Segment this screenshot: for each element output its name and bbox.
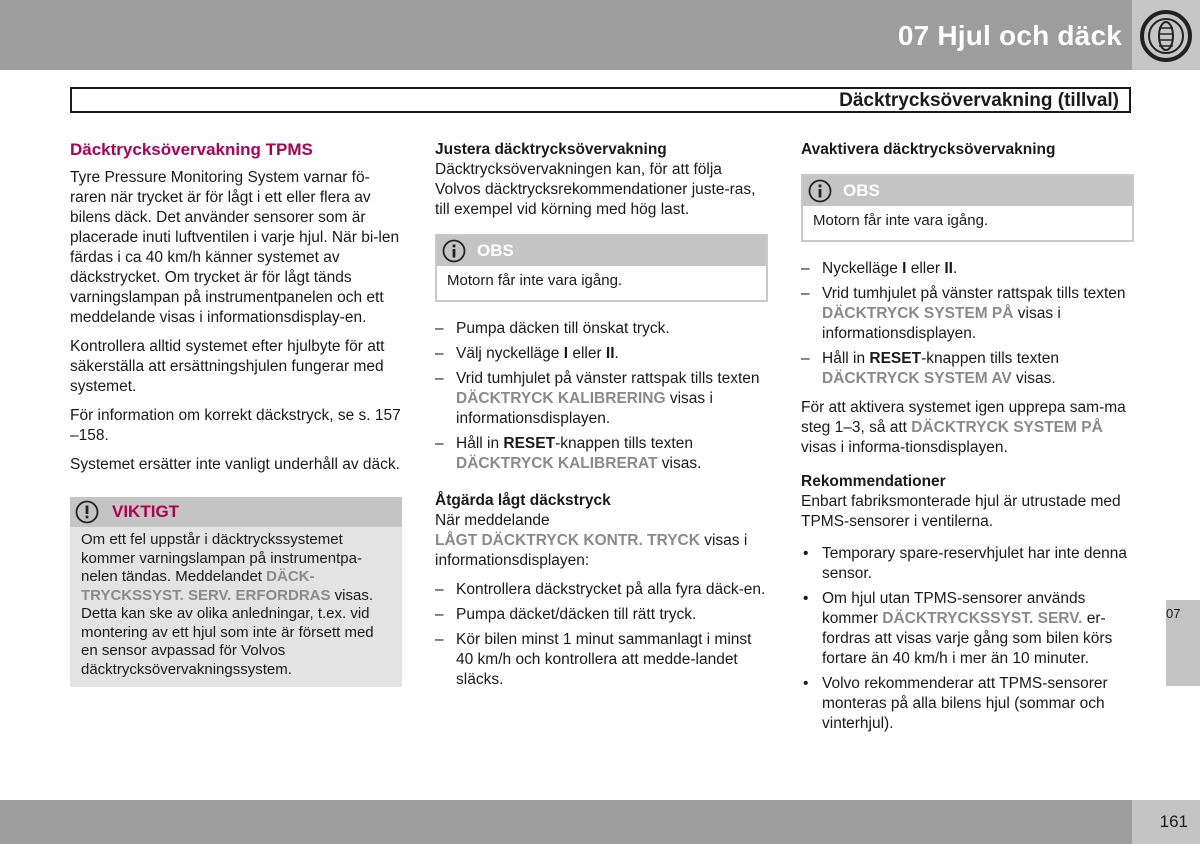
chapter-side-tab bbox=[1166, 600, 1200, 686]
note-text: Motorn får inte vara igång. bbox=[813, 212, 989, 229]
info-icon bbox=[808, 179, 832, 203]
list-item: – Håll in RESET-knappen tills texten DÄCKTRYCK KALIBRERAT visas. bbox=[435, 434, 768, 474]
column-3 bbox=[801, 140, 1134, 743]
list-item: – Kör bilen minst 1 minut sammanlagt i minst 40 km/h och kontrollera att medde-landet släcks. bbox=[435, 630, 768, 690]
list-item: • Volvo rekommenderar att TPMS-sensorer monteras på alla bilens hjul (sommar och vinterhjul). bbox=[801, 674, 1134, 734]
column-1 bbox=[70, 140, 402, 687]
note-box bbox=[801, 174, 1134, 242]
bullet-list bbox=[801, 544, 1134, 734]
list-item: – Välj nyckelläge I eller II. bbox=[435, 344, 768, 364]
steps-list bbox=[435, 319, 768, 474]
low-pressure-heading: Åtgärda lågt däckstryck bbox=[435, 492, 611, 509]
adjust-heading: Justera däcktrycksövervakning bbox=[435, 141, 667, 158]
paragraph: Tyre Pressure Monitoring System varnar fö-raren när trycket är för lågt i ett eller flera av bilens däck. Det använder sensorer som är placerade inuti luftventilen i varje hjul. När bi-len färdas i ca 40 km/h känner systemet av däckstrycket. Om trycket är för lågt tänds varningslampan på instrumentpanelen och ett meddelande visas i informationsdisplay-en. bbox=[70, 169, 400, 326]
steps-list bbox=[435, 580, 768, 690]
note-box bbox=[435, 234, 768, 302]
important-notice bbox=[70, 497, 402, 687]
list-item: – Vrid tumhjulet på vänster rattspak tills texten DÄCKTRYCK KALIBRERING visas i informationsdisplayen. bbox=[435, 369, 768, 429]
recommendations-heading: Rekommendationer bbox=[801, 473, 946, 490]
message-code: DÄCKTRYCK SYSTEM PÅ bbox=[822, 305, 1014, 322]
column-2 bbox=[435, 140, 768, 699]
important-text-part: visas. Detta kan ske av olika anledningar, t.ex. vid montering av ett hjul som inte är försett med en sensor avpassad för Volvos däcktrycksövervakningssystem. bbox=[81, 586, 374, 678]
paragraph: Däcktrycksövervakningen kan, för att följa Volvos däcktrycksrekommendationer juste-ras, till exempel vid körning med hög last. bbox=[435, 161, 756, 218]
list-item: • Om hjul utan TPMS-sensorer används kommer DÄCKTRYCKSSYST. SERV. er-fordras att visas varje gång som bilen körs fortare än 40 km/h i mer än 10 minuter. bbox=[801, 589, 1134, 669]
important-notice-header bbox=[70, 497, 402, 527]
list-item: • Temporary spare-reservhjulet har inte denna sensor. bbox=[801, 544, 1134, 584]
page-number: 161 bbox=[1159, 812, 1188, 831]
section-header bbox=[70, 87, 1131, 113]
list-item: – Kontrollera däckstrycket på alla fyra däck-en. bbox=[435, 580, 768, 600]
important-label: VIKTIGT bbox=[112, 502, 180, 521]
note-label: OBS bbox=[843, 181, 880, 200]
paragraph: Systemet ersätter inte vanligt underhåll av däck. bbox=[70, 456, 400, 473]
chapter-tab-label: 07 bbox=[1166, 606, 1181, 621]
message-code: DÄCKTRYCK KALIBRERING bbox=[456, 390, 666, 407]
note-text: Motorn får inte vara igång. bbox=[447, 272, 623, 289]
message-code: DÄCKTRYCK KALIBRERAT bbox=[456, 455, 658, 472]
note-header bbox=[437, 236, 766, 266]
paragraph: Kontrollera alltid systemet efter hjulbyte för att säkerställa att ersättningshjulen fungerar med systemet. bbox=[70, 338, 385, 395]
steps-list bbox=[801, 259, 1134, 389]
warning-icon bbox=[75, 500, 99, 524]
paragraph: För att aktivera systemet igen upprepa sam-ma steg 1–3, så att DÄCKTRYCK SYSTEM PÅ visas i informa-tionsdisplayen. bbox=[801, 399, 1126, 456]
section-title: Däcktrycksövervakning (tillval) bbox=[839, 90, 1119, 111]
list-item: – Pumpa däcket/däcken till rätt tryck. bbox=[435, 605, 768, 625]
note-label: OBS bbox=[477, 241, 514, 260]
chapter-icon-box bbox=[1132, 0, 1200, 70]
tyre-icon bbox=[1138, 8, 1194, 64]
list-item: – Pumpa däcken till önskat tryck. bbox=[435, 319, 768, 339]
paragraph: När meddelande LÅGT DÄCKTRYCK KONTR. TRYCK visas i informationsdisplayen: bbox=[435, 512, 748, 569]
message-code: LÅGT DÄCKTRYCK KONTR. TRYCK bbox=[435, 532, 700, 549]
deactivate-heading: Avaktivera däcktrycksövervakning bbox=[801, 141, 1056, 158]
page-number-box bbox=[1132, 800, 1200, 844]
footer-bar bbox=[0, 800, 1200, 844]
info-icon bbox=[442, 239, 466, 263]
message-code: DÄCKTRYCK SYSTEM AV bbox=[822, 370, 1012, 387]
list-item: – Håll in RESET-knappen tills texten DÄCKTRYCK SYSTEM AV visas. bbox=[801, 349, 1134, 389]
list-item: – Vrid tumhjulet på vänster rattspak tills texten DÄCKTRYCK SYSTEM PÅ visas i informationsdisplayen. bbox=[801, 284, 1134, 344]
message-code: DÄCKTRYCK SYSTEM PÅ bbox=[911, 419, 1103, 436]
note-header bbox=[803, 176, 1132, 206]
tpms-heading: Däcktrycksövervakning TPMS bbox=[70, 140, 313, 159]
chapter-title: 07 Hjul och däck bbox=[897, 20, 1122, 51]
message-code: DÄCK-TRYCKSSYST. SERV. ERFORDRAS bbox=[81, 568, 331, 604]
list-item: – Nyckelläge I eller II. bbox=[801, 259, 1134, 279]
important-text bbox=[70, 527, 402, 687]
message-code: DÄCKTRYCKSSYST. SERV. bbox=[882, 610, 1083, 627]
paragraph: Enbart fabriksmonterade hjul är utrustade med TPMS-sensorer i ventilerna. bbox=[801, 493, 1121, 530]
paragraph: För information om korrekt däckstryck, se s. 157 –158. bbox=[70, 407, 401, 444]
important-text-part: Om ett fel uppstår i däcktryckssystemet kommer varningslampan på instrumentpa-nelen tändas. Meddelandet bbox=[81, 531, 362, 585]
header-bar bbox=[0, 0, 1200, 70]
